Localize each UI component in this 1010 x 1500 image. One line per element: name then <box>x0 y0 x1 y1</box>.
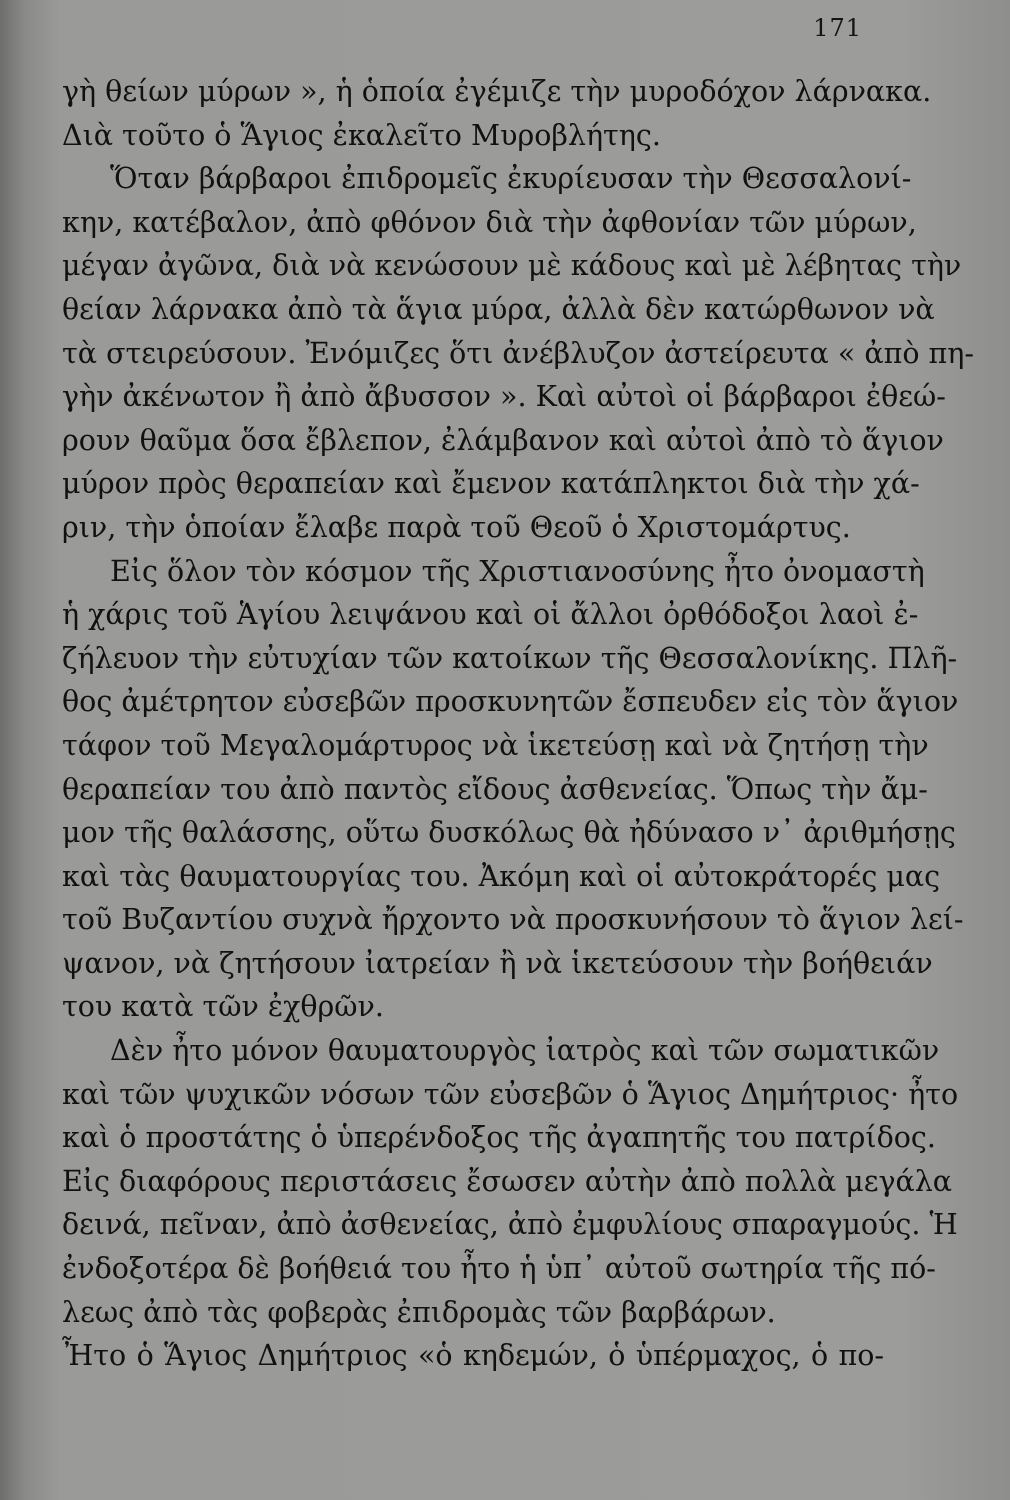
text-line: καὶ τῶν ψυχικῶν νόσων τῶν εὐσεβῶν ὁ Ἅγιος Δημήτριος· ἦτο <box>62 1077 959 1111</box>
text-line: ρουν θαῦμα ὅσα ἔβλεπον, ἐλάμβανον καὶ αὐτοὶ ἀπὸ τὸ ἅγιον <box>62 423 944 457</box>
text-line: ζήλευον τὴν εὐτυχίαν τῶν κατοίκων τῆς Θεσσαλονίκης. Πλῆ- <box>62 641 958 675</box>
text-line: τοῦ Βυζαντίου συχνὰ ἤρχοντο νὰ προσκυνήσουν τὸ ἅγιον λεί- <box>62 903 964 937</box>
text-line: θος ἀμέτρητον εὐσεβῶν προσκυνητῶν ἔσπευδεν εἰς τὸν ἅγιον <box>62 685 959 719</box>
text-line: Εἰς ὅλον τὸν κόσμον τῆς Χριστιανοσύνης ἦτο ὀνομαστὴ <box>110 554 925 588</box>
text-line: καὶ τὰς θαυματουργίας του. Ἀκόμη καὶ οἱ αὐτοκράτορές μας <box>62 859 941 893</box>
text-line: καὶ ὁ προστάτης ὁ ὑπερένδοξος τῆς ἀγαπητῆς του πατρίδος. <box>62 1121 936 1155</box>
page-number: 171 <box>813 14 862 42</box>
text-line: μον τῆς θαλάσσης, οὕτω δυσκόλως θὰ ἠδύνασο ν᾽ ἀριθμήσῃς <box>62 816 956 850</box>
text-line: θεραπείαν του ἀπὸ παντὸς εἴδους ἀσθενείας. Ὅπως τὴν ἄμ- <box>62 772 928 806</box>
text-line: μέγαν ἀγῶνα, διὰ νὰ κενώσουν μὲ κάδους καὶ μὲ λέβητας τὴν <box>62 249 962 283</box>
text-line: Εἰς διαφόρους περιστάσεις ἔσωσεν αὐτὴν ἀπὸ πολλὰ μεγάλα <box>62 1164 953 1198</box>
text-line: ἐνδοξοτέρα δὲ βοήθειά του ἦτο ἡ ὑπ᾽ αὐτοῦ σωτηρία τῆς πό- <box>62 1252 936 1286</box>
text-line: ψανον, νὰ ζητήσουν ἰατρείαν ἢ νὰ ἱκετεύσουν τὴν βοήθειάν <box>62 946 933 980</box>
text-line: θείαν λάρνακα ἀπὸ τὰ ἅγια μύρα, ἀλλὰ δὲν κατώρθωνον νὰ <box>62 292 935 326</box>
text-line: Ἦτο ὁ Ἅγιος Δημήτριος «ὁ κηδεμών, ὁ ὑπέρμαχος, ὁ πο- <box>62 1339 884 1373</box>
text-line: γὴ θείων μύρων », ἡ ὁποία ἐγέμιζε τὴν μυροδόχον λάρνακα. <box>62 75 932 108</box>
text-line: Ὅταν βάρβαροι ἐπιδρομεῖς ἐκυρίευσαν τὴν Θεσσαλονί- <box>110 162 912 196</box>
text-line: δεινά, πεῖναν, ἀπὸ ἀσθενείας, ἀπὸ ἐμφυλίους σπαραγμούς. Ἡ <box>62 1208 958 1242</box>
text-line: μύρον πρὸς θεραπείαν καὶ ἔμενον κατάπληκτοι διὰ τὴν χά- <box>62 467 920 501</box>
text-line: ριν, τὴν ὁποίαν ἔλαβε παρὰ τοῦ Θεοῦ ὁ Χριστομάρτυς. <box>62 510 851 544</box>
text-line: λεως ἀπὸ τὰς φοβερὰς ἐπιδρομὰς τῶν βαρβάρων. <box>62 1295 776 1329</box>
text-line: κην, κατέβαλον, ἀπὸ φθόνον διὰ τὴν ἀφθονίαν τῶν μύρων, <box>62 205 917 239</box>
text-line: τάφον τοῦ Μεγαλομάρτυρος νὰ ἱκετεύσῃ καὶ νὰ ζητήσῃ τὴν <box>62 728 929 762</box>
text-line: Δὲν ἦτο μόνον θαυματουργὸς ἰατρὸς καὶ τῶν σωματικῶν <box>110 1034 940 1068</box>
text-line: του κατὰ τῶν ἐχθρῶν. <box>62 990 384 1024</box>
text-line: ἡ χάρις τοῦ Ἁγίου λειψάνου καὶ οἱ ἄλλοι ὀρθόδοξοι λαοὶ ἐ- <box>62 598 919 632</box>
text-line: γὴν ἀκένωτον ἢ ἀπὸ ἄβυσσον ». Καὶ αὐτοὶ οἱ βάρβαροι ἐθεώ- <box>62 380 946 414</box>
text-line: Διὰ τοῦτο ὁ Ἅγιος ἐκαλεῖτο Μυροβλήτης. <box>62 118 661 152</box>
body-text <box>62 70 974 1378</box>
text-line: τὰ στειρεύσουν. Ἐνόμιζες ὅτι ἀνέβλυζον ἀστείρευτα « ἀπὸ πη- <box>62 336 974 370</box>
